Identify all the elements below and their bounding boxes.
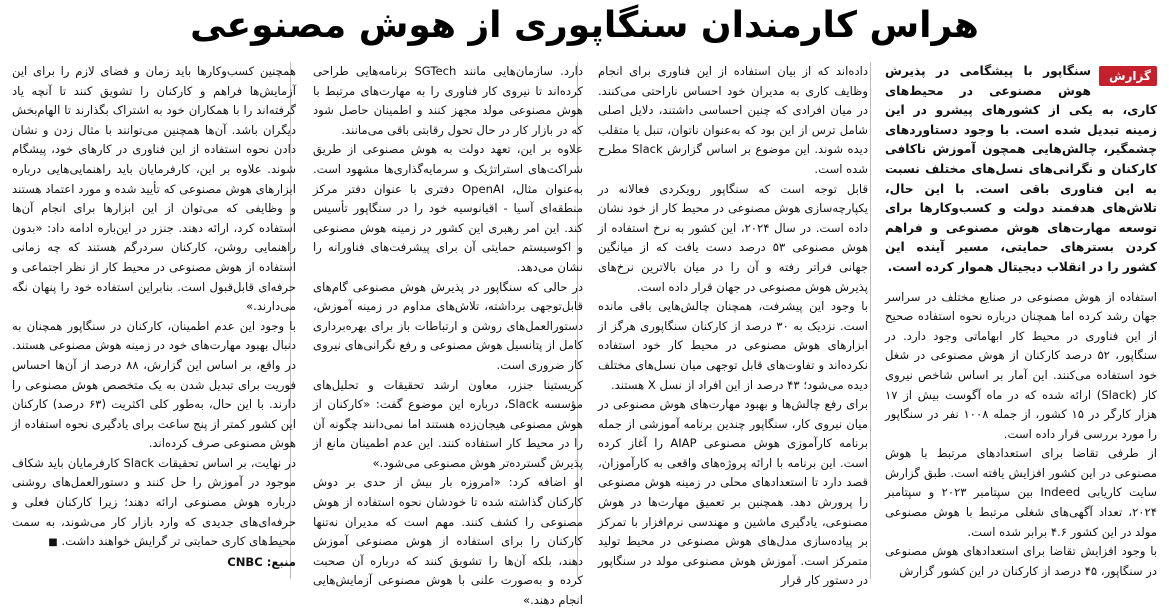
paragraph: با وجود این عدم اطمینان، کارکنان در سنگاپور همچنان به دنبال بهبود مهارت‌های خود در زمینه هوش مصنوعی هستند. در واقع، بر اساس این گزارش، ۸۸ درصد از آن‌ها احساس فوریت برای تبدیل شدن به یک متخصص هوش مصنوعی را دارند. با این حال، به‌طور کلی اکثریت (۶۳ درصد) کارکنان این کشور کمتر از پنج ساعت برای یادگیری نحوه استفاده از هوش مصنوعی صرف کرده‌اند.: [12, 318, 296, 451]
paragraph: با وجود افزایش تقاضا برای استعدادهای هوش مصنوعی در سنگاپور، ۴۵ درصد از کارکنان در این کشور گزارش: [885, 544, 1157, 578]
paragraph: دارد. سازمان‌هایی مانند SGTech برنامه‌هایی طراحی کرده‌اند تا نیروی کار فناوری را به مهارت‌های مرتبط با هوش مصنوعی مولد مجهز کنند و اطمینان حاصل شود که در بازار کار در حال تحول رقابتی باقی می‌مانند.: [313, 64, 583, 137]
paragraph: برای رفع چالش‌ها و بهبود مهارت‌های هوش مصنوعی در میان نیروی کار، سنگاپور چندین برنامه آموزشی از جمله برنامه کارآموزی هوش مصنوعی AIAP را آغاز کرده است. این برنامه با ارائه پروژه‌های واقعی به کارآموزان، قصد دارد تا استعدادهای محلی در زمینه هوش مصنوعی را پرورش دهد. همچنین بر تعمیق مهارت‌ها در هوش مصنوعی، یادگیری ماشین و مهندسی نرم‌افزار با تمرکز بر پیاده‌سازی مدل‌های هوش مصنوعی در محیط تولید متمرکز است. آموزش هوش مصنوعی مولد در سنگاپور در دستور کار قرار: [598, 397, 868, 588]
paragraph: در حالی که سنگاپور در پذیرش هوش مصنوعی گام‌های قابل‌توجهی برداشته، تلاش‌های مداوم در زمینه آموزش، دستورالعمل‌های روشن و ارتباطات باز برای بهره‌برداری کامل از پتانسیل هوش مصنوعی و رفع نگرانی‌های نیروی کار ضروری است.: [313, 279, 583, 372]
paragraph: از طرفی تقاضا برای استعدادهای مرتبط با هوش مصنوعی در این کشور افزایش یافته است. طبق گزارش سایت کاریابی Indeed بین سپتامبر ۲۰۲۳ و سپتامبر ۲۰۲۴، تعداد آگهی‌های شغلی مرتبط با هوش مصنوعی مولد در این کشور ۴.۶ برابر شده است.: [885, 446, 1157, 539]
paragraph: [12, 454, 296, 553]
paragraph: کریستینا جنزر، معاون ارشد تحقیقات و تحلیل‌های مؤسسه Slack، درباره این موضوع گفت: «کارکنان از هوش مصنوعی هیجان‌زده هستند اما نمی‌دانند چگونه آن را در محیط کار استفاده کنند. این عدم اطمینان مانع از پذیرش گسترده‌تر هوش مصنوعی می‌شود.»: [313, 377, 583, 470]
column-2: [598, 62, 868, 588]
column-1: [885, 62, 1157, 579]
column-divider: [870, 62, 871, 579]
column-4: [12, 62, 296, 579]
lead-paragraph: [885, 62, 1157, 278]
paragraph: با وجود این پیشرفت، همچنان چالش‌هایی باقی مانده است. نزدیک به ۳۰ درصد از کارکنان سنگاپوری هرگز از ابزارهای هوش مصنوعی در محیط کار خود استفاده نکرده‌اند و تفاوت‌های قابل توجهی میان نسل‌های مختلف دیده می‌شود؛ ۴۳ درصد از این افراد از نسل X هستند.: [598, 299, 868, 392]
paragraph-text: در نهایت، بر اساس تحقیقات Slack کارفرمایان باید شکاف موجود در آموزش را حل کنند و دستورالعمل‌های روشنی درباره هوش مصنوعی ارائه دهند؛ زیرا کارکنان فعلی و حرفه‌ای‌های جدیدی که وارد بازار کار می‌شوند، به سمت محیط‌های کاری حمایتی تر گرایش خواهند داشت.: [12, 455, 296, 549]
paragraph: داده‌اند که از بیان استفاده از این فناوری برای انجام وظایف کاری به مدیران خود احساس ناراحتی می‌کنند. در میان افرادی که چنین احساسی داشتند، دلایل اصلی شامل ترس از این بود که به‌عنوان ناتوان، تنبل یا متقلب دیده شوند. این موضوع بر اساس گزارش Slack مطرح شده است.: [598, 64, 868, 176]
headline: هراس کارمندان سنگاپوری از هوش مصنوعی: [190, 5, 979, 46]
paragraph: استفاده از هوش مصنوعی در صنایع مختلف در سراسر جهان رشد کرده اما همچنان درباره نحوه استفاده صحیح از این فناوری در محیط کار ابهاماتی وجود دارد. در سنگاپور، ۵۲ درصد کارکنان از هوش مصنوعی در شغل خود استفاده می‌کنند. این آمار بر اساس شاخص نیروی کار (Slack) ارائه شده که در ماه آگوست بیش از ۱۷ هزار کارگر در ۱۵ کشور، از جمله ۱۰۰۸ نفر در سنگاپور را مورد بررسی قرار داده است.: [885, 289, 1158, 441]
paragraph: علاوه بر این، تعهد دولت به هوش مصنوعی از طریق شراکت‌های استراتژیک و سرمایه‌گذاری‌ها مشهود است. به‌عنوان مثال، OpenAI دفتری با عنوان دفتر مرکز منطقه‌ای آسیا - اقیانوسیه خود را در سنگاپور تأسیس کند. این امر رهبری این کشور در زمینه هوش مصنوعی و اکوسیستم حمایتی آن برای پیشرفت‌های فناورانه را نشان می‌دهد.: [313, 142, 583, 274]
paragraph: او اضافه کرد: «امروزه بار بیش از حدی بر دوش کارکنان گذاشته شده تا خودشان نحوه استفاده از هوش مصنوعی را کشف کنند. مهم است که مدیران نه‌تنها کارکنان را برای استفاده از هوش مصنوعی آموزش دهند، بلکه آن‌ها را تشویق کنند که درباره آن صحبت کرده و به‌صورت علنی با هوش مصنوعی آزمایش‌هایی انجام دهند.»: [313, 475, 583, 608]
lead-text: سنگاپور با پیشگامی در پذیرش هوش مصنوعی در محیط‌های کاری، به یکی از کشورهای پیشرو در این زمینه تبدیل شده است. با وجود دستاوردهای چشمگیر، چالش‌هایی همچون آموزش ناکافی کارکنان و نگرانی‌های نسل‌های مختلف نسبت به این فناوری باقی است. با این حال، تلاش‌های هدفمند دولت و کسب‌وکارها برای توسعه مهارت‌های هوش مصنوعی و فراهم کردن بسترهای حمایتی، مسیر آینده این کشور را در انقلاب دیجیتال هموار کرده است.: [885, 64, 1157, 274]
end-mark-icon: ■: [48, 537, 58, 549]
paragraph: همچنین کسب‌وکارها باید زمان و فضای لازم را برای این آزمایش‌ها فراهم و کارکنان را تشویق کنند تا آنچه یاد گرفته‌اند را با همکاران خود به اشتراک بگذارند تا الهام‌بخش دیگران باشد. آن‌ها همچنین می‌توانند با مثال زدن و نشان دادن نحوه استفاده از این فناوری در کارهای خود، پیشگام شوند. علاوه بر این، کارفرمایان باید راهنمایی‌هایی درباره ابزارهای هوش مصنوعی که تأیید شده و مورد اعتماد هستند و وظایفی که می‌توان از این ابزارها برای انجام آن‌ها استفاده کرد، ارائه دهند. جنزر در این‌باره ادامه داد: «بدون راهنمایی روشن، کارکنان سردرگم هستند که چه زمانی استفاده از هوش مصنوعی در محیط کار از نظر اجتماعی و حرفه‌ای قابل‌قبول است. بنابراین استفاده خود را پنهان نگه می‌دارند.»: [12, 64, 296, 314]
paragraph: قابل توجه است که سنگاپور رویکردی فعالانه در یکپارچه‌سازی هوش مصنوعی در محیط کار از خود نشان داده است. در سال ۲۰۲۴، این کشور به نرخ استفاده از هوش مصنوعی ۵۳ درصد دست یافت که از میانگین جهانی فراتر رفته و آن را در میان بالاترین نرخ‌های پذیرش هوش مصنوعی در جهان قرار داده است.: [598, 181, 868, 294]
report-badge: گزارش: [1099, 66, 1157, 86]
column-3: [313, 62, 583, 608]
source-credit: منبع: CNBC: [227, 554, 296, 569]
